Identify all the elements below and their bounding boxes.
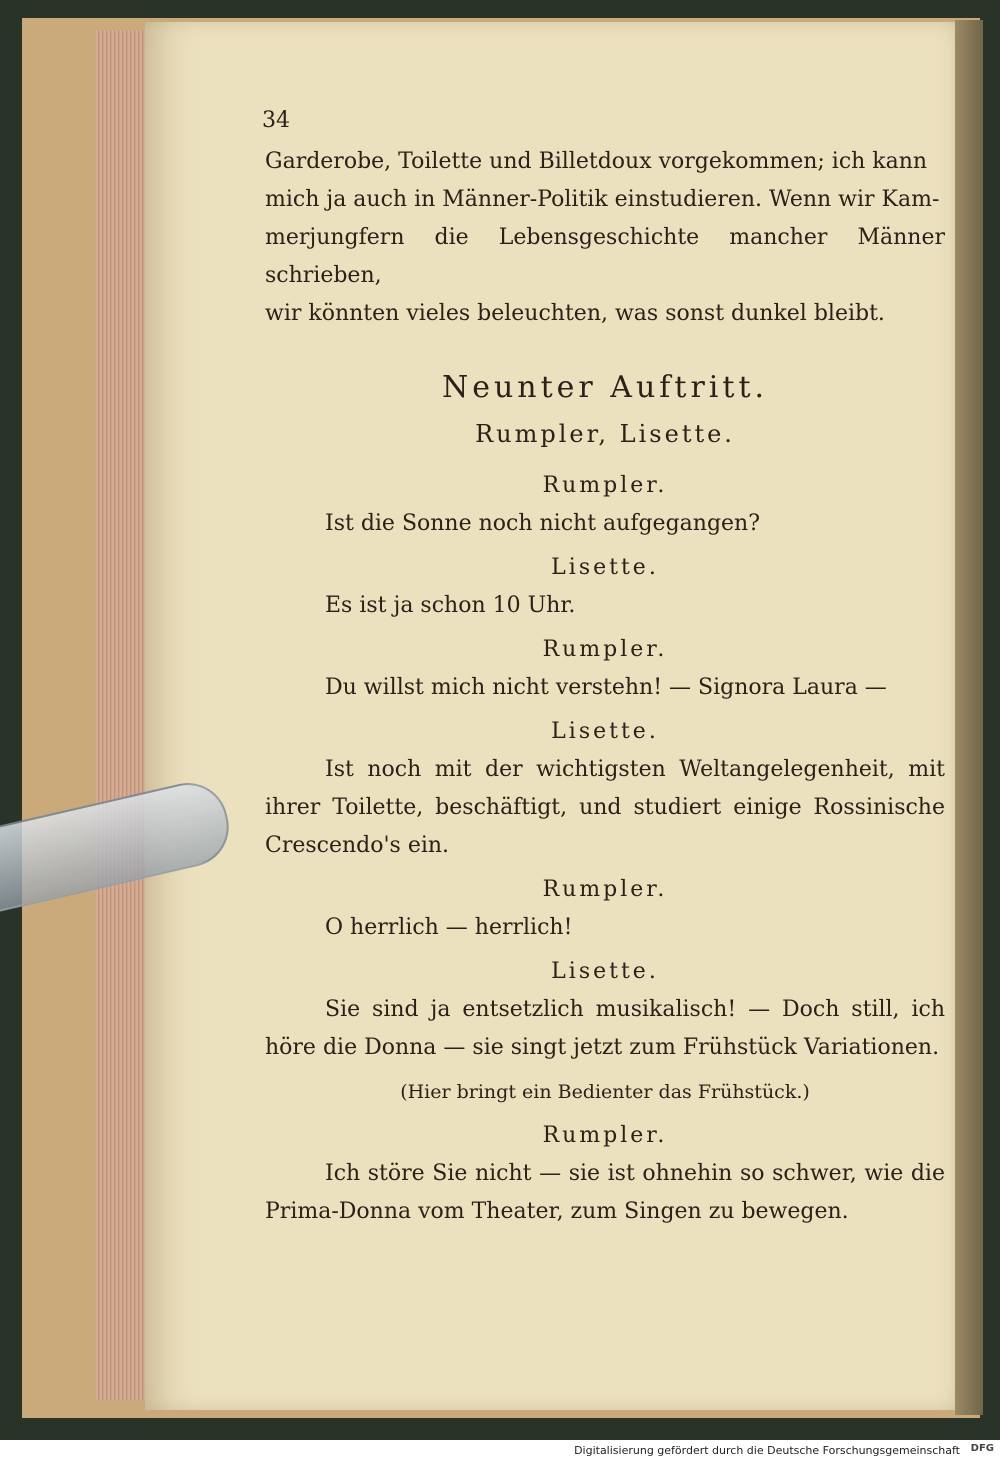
stage-direction: (Hier bringt ein Bedienter das Frühstück.): [400, 1081, 810, 1103]
speaker-name: Rumpler.: [542, 637, 668, 662]
page-right-edge: [955, 20, 983, 1415]
dfg-logo: DFG: [970, 1443, 994, 1454]
dialogue-line: Ist noch mit der wichtigsten Weltangelegenheit, mit ihrer Toilette, beschäftigt, und studiert einige Rossinische Crescendo's ein.: [265, 757, 945, 858]
paragraph-line-4: wir könnten vieles beleuchten, was sonst dunkel bleibt.: [265, 301, 885, 326]
speaker-name: Lisette.: [551, 555, 659, 580]
dialogue-line: Ich störe Sie nicht — sie ist ohnehin so schwer, wie die Prima-Donna vom Theater, zum Singen zu bewegen.: [265, 1161, 945, 1224]
footer-credit: Digitalisierung gefördert durch die Deutsche Forschungsgemeinschaft: [574, 1444, 960, 1457]
speaker-name: Rumpler.: [542, 473, 668, 498]
dialogue-line: Es ist ja schon 10 Uhr.: [325, 593, 576, 618]
scene-heading: Neunter Auftritt.: [441, 370, 769, 405]
speaker-name: Lisette.: [551, 959, 659, 984]
cast-list: Rumpler, Lisette.: [475, 420, 735, 448]
dialogue-line: Du willst mich nicht verstehn! — Signora Laura —: [325, 675, 887, 700]
paragraph-line-2: mich ja auch in Männer-Politik einstudieren. Wenn wir Kam-: [265, 187, 940, 212]
page-text: [265, 105, 945, 1237]
dialogue-line: Ist die Sonne noch nicht aufgegangen?: [325, 511, 761, 536]
page-number: 34: [262, 108, 290, 133]
digitization-footer: [0, 1440, 1000, 1463]
paragraph-line-3: merjungfern die Lebensgeschichte mancher Männer schrieben,: [265, 225, 945, 288]
speaker-name: Rumpler.: [542, 877, 668, 902]
paragraph-line-1: Garderobe, Toilette und Billetdoux vorgekommen; ich kann: [265, 149, 928, 174]
speaker-name: Rumpler.: [542, 1123, 668, 1148]
speaker-name: Lisette.: [551, 719, 659, 744]
dialogue-line: Sie sind ja entsetzlich musikalisch! — Doch still, ich höre die Donna — sie singt jetzt zum Frühstück Variationen.: [265, 997, 945, 1060]
dialogue-line: O herrlich — herrlich!: [325, 915, 573, 940]
